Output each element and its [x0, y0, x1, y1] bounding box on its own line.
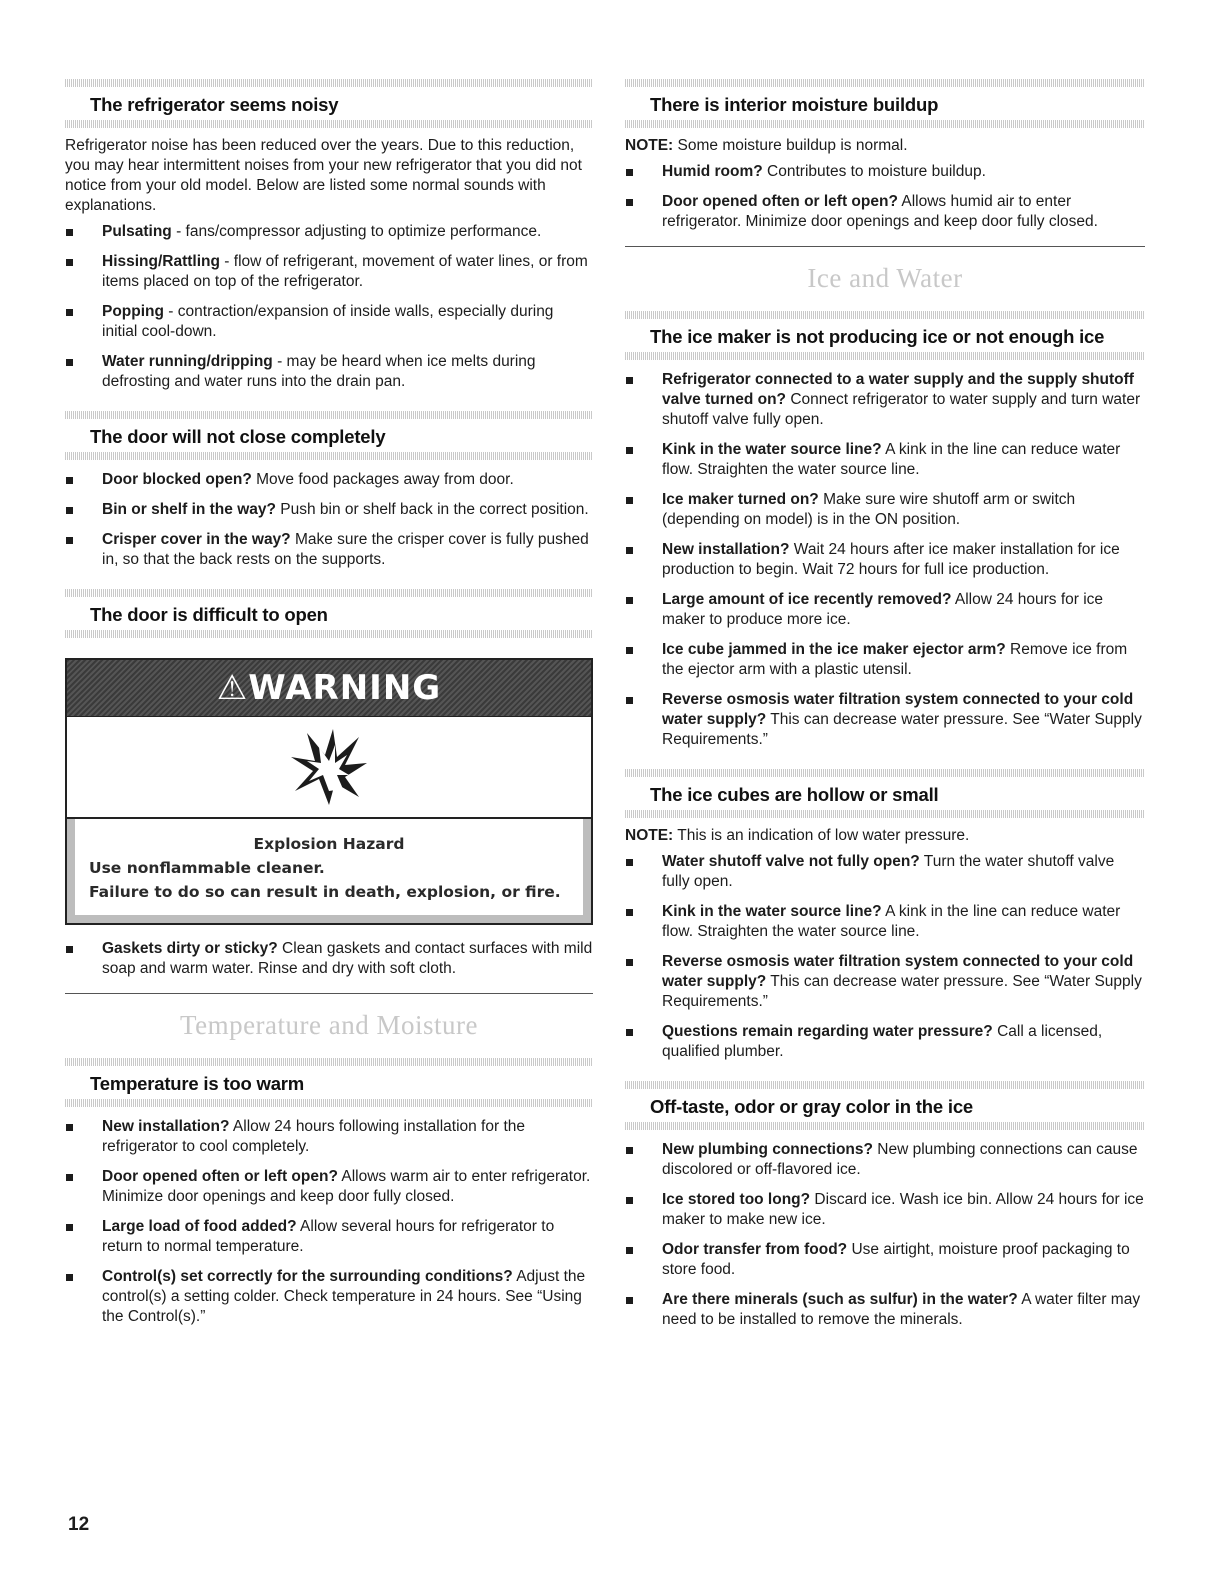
left-column: [65, 70, 593, 1337]
warning-body: [67, 819, 591, 923]
section-header-door-open: [65, 580, 593, 638]
section-header-noisy: [65, 70, 593, 128]
list-item: Gaskets dirty or sticky? Clean gaskets and contact surfaces with mild soap and warm water. Rinse and dry with soft cloth.: [65, 939, 593, 979]
list-item: Water shutoff valve not fully open? Turn the water shutoff valve fully open.: [625, 852, 1145, 892]
list-item: Large amount of ice recently removed? Allow 24 hours for ice maker to produce more ice.: [625, 590, 1145, 630]
list-item: Kink in the water source line? A kink in the line can reduce water flow. Straighten the water source line.: [625, 440, 1145, 480]
list-item: Ice stored too long? Discard ice. Wash ice bin. Allow 24 hours for ice maker to make new ice.: [625, 1190, 1145, 1230]
heading: Temperature is too warm: [90, 1073, 305, 1094]
warning-banner: [67, 660, 591, 717]
list-item: Questions remain regarding water pressure? Call a licensed, qualified plumber.: [625, 1022, 1145, 1062]
warning-label: ⚠WARNING: [216, 668, 442, 708]
section-divider: [65, 993, 593, 994]
list-item: Control(s) set correctly for the surrounding conditions? Adjust the control(s) a setting colder. Check temperature in 24 hours. See “Using the Control(s).”: [65, 1267, 593, 1327]
heading: The door will not close completely: [90, 426, 386, 447]
bullet-list: [625, 162, 1145, 232]
intro-paragraph: Refrigerator noise has been reduced over the years. Due to this reduction, you may hear intermittent noises from your new refrigerator that you did not notice from your old model. Below are listed some normal sounds with explanations.: [65, 137, 582, 214]
list-item: New plumbing connections? New plumbing connections can cause discolored or off-flavored ice.: [625, 1140, 1145, 1180]
list-item: Door opened often or left open? Allows warm air to enter refrigerator. Minimize door openings and keep door fully closed.: [65, 1167, 593, 1207]
bullet-list: [65, 222, 593, 392]
list-item: Humid room? Contributes to moisture buildup.: [625, 162, 1145, 182]
list-item: Odor transfer from food? Use airtight, moisture proof packaging to store food.: [625, 1240, 1145, 1280]
list-item: Popping - contraction/expansion of inside walls, especially during initial cool-down.: [65, 302, 593, 342]
right-column: [625, 70, 1145, 1340]
section-header-ice-maker: [625, 302, 1145, 360]
heading: The door is difficult to open: [90, 604, 328, 625]
heading: The refrigerator seems noisy: [90, 94, 339, 115]
list-item: Large load of food added? Allow several hours for refrigerator to return to normal temperature.: [65, 1217, 593, 1257]
section-header-moisture: [625, 70, 1145, 128]
list-item: Kink in the water source line? A kink in the line can reduce water flow. Straighten the water source line.: [625, 902, 1145, 942]
list-item: Ice maker turned on? Make sure wire shutoff arm or switch (depending on model) is in the ON position.: [625, 490, 1145, 530]
bullet-list: [625, 1140, 1145, 1330]
heading: Off-taste, odor or gray color in the ice: [650, 1096, 973, 1117]
list-item: Water running/dripping - may be heard when ice melts during defrosting and water runs into the drain pan.: [65, 352, 593, 392]
hazard-consequence: Failure to do so can result in death, explosion, or fire.: [89, 883, 561, 901]
bullet-list: [65, 1117, 593, 1327]
list-item: New installation? Allow 24 hours following installation for the refrigerator to cool completely.: [65, 1117, 593, 1157]
list-item: Reverse osmosis water filtration system connected to your cold water supply? This can decrease water pressure. See “Water Supply Requirements.”: [625, 690, 1145, 750]
heading: The ice maker is not producing ice or not enough ice: [650, 326, 1105, 347]
list-item: Bin or shelf in the way? Push bin or shelf back in the correct position.: [65, 500, 593, 520]
section-header-off-taste: [625, 1072, 1145, 1130]
section-divider: [625, 246, 1145, 247]
list-item: Ice cube jammed in the ice maker ejector arm? Remove ice from the ejector arm with a plastic utensil.: [625, 640, 1145, 680]
explosion-icon: [67, 717, 591, 819]
bullet-list: [65, 470, 593, 570]
section-header-too-warm: [65, 1049, 593, 1107]
list-item: Door opened often or left open? Allows humid air to enter refrigerator. Minimize door openings and keep door fully closed.: [625, 192, 1145, 232]
warning-box: [65, 658, 593, 925]
bullet-list: [625, 852, 1145, 1062]
list-item: Refrigerator connected to a water supply and the supply shutoff valve turned on? Connect refrigerator to water supply and turn water shutoff valve fully open.: [625, 370, 1145, 430]
list-item: Reverse osmosis water filtration system connected to your cold water supply? This can decrease water pressure. See “Water Supply Requirements.”: [625, 952, 1145, 1012]
bullet-list: [65, 939, 593, 979]
bullet-list: [625, 370, 1145, 750]
note: NOTE: This is an indication of low water pressure.: [625, 827, 970, 844]
list-item: Pulsating - fans/compressor adjusting to optimize performance.: [65, 222, 593, 242]
hazard-instruction: Use nonflammable cleaner.: [89, 859, 325, 877]
section-header-door-close: [65, 402, 593, 460]
list-item: Are there minerals (such as sulfur) in the water? A water filter may need to be installed to remove the minerals.: [625, 1290, 1145, 1330]
note: NOTE: Some moisture buildup is normal.: [625, 137, 908, 154]
heading: There is interior moisture buildup: [650, 94, 939, 115]
section-title-temperature-moisture: Temperature and Moisture: [179, 1010, 478, 1040]
list-item: Crisper cover in the way? Make sure the crisper cover is fully pushed in, so that the back rests on the supports.: [65, 530, 593, 570]
section-title-ice-water: Ice and Water: [807, 263, 963, 293]
list-item: Door blocked open? Move food packages away from door.: [65, 470, 593, 490]
page-number: 12: [68, 1514, 90, 1535]
heading: The ice cubes are hollow or small: [650, 784, 939, 805]
list-item: New installation? Wait 24 hours after ice maker installation for ice production to begin. Wait 72 hours for full ice production.: [625, 540, 1145, 580]
section-header-hollow: [625, 760, 1145, 818]
list-item: Hissing/Rattling - flow of refrigerant, movement of water lines, or from items placed on top of the refrigerator.: [65, 252, 593, 292]
hazard-title: Explosion Hazard: [253, 835, 405, 853]
